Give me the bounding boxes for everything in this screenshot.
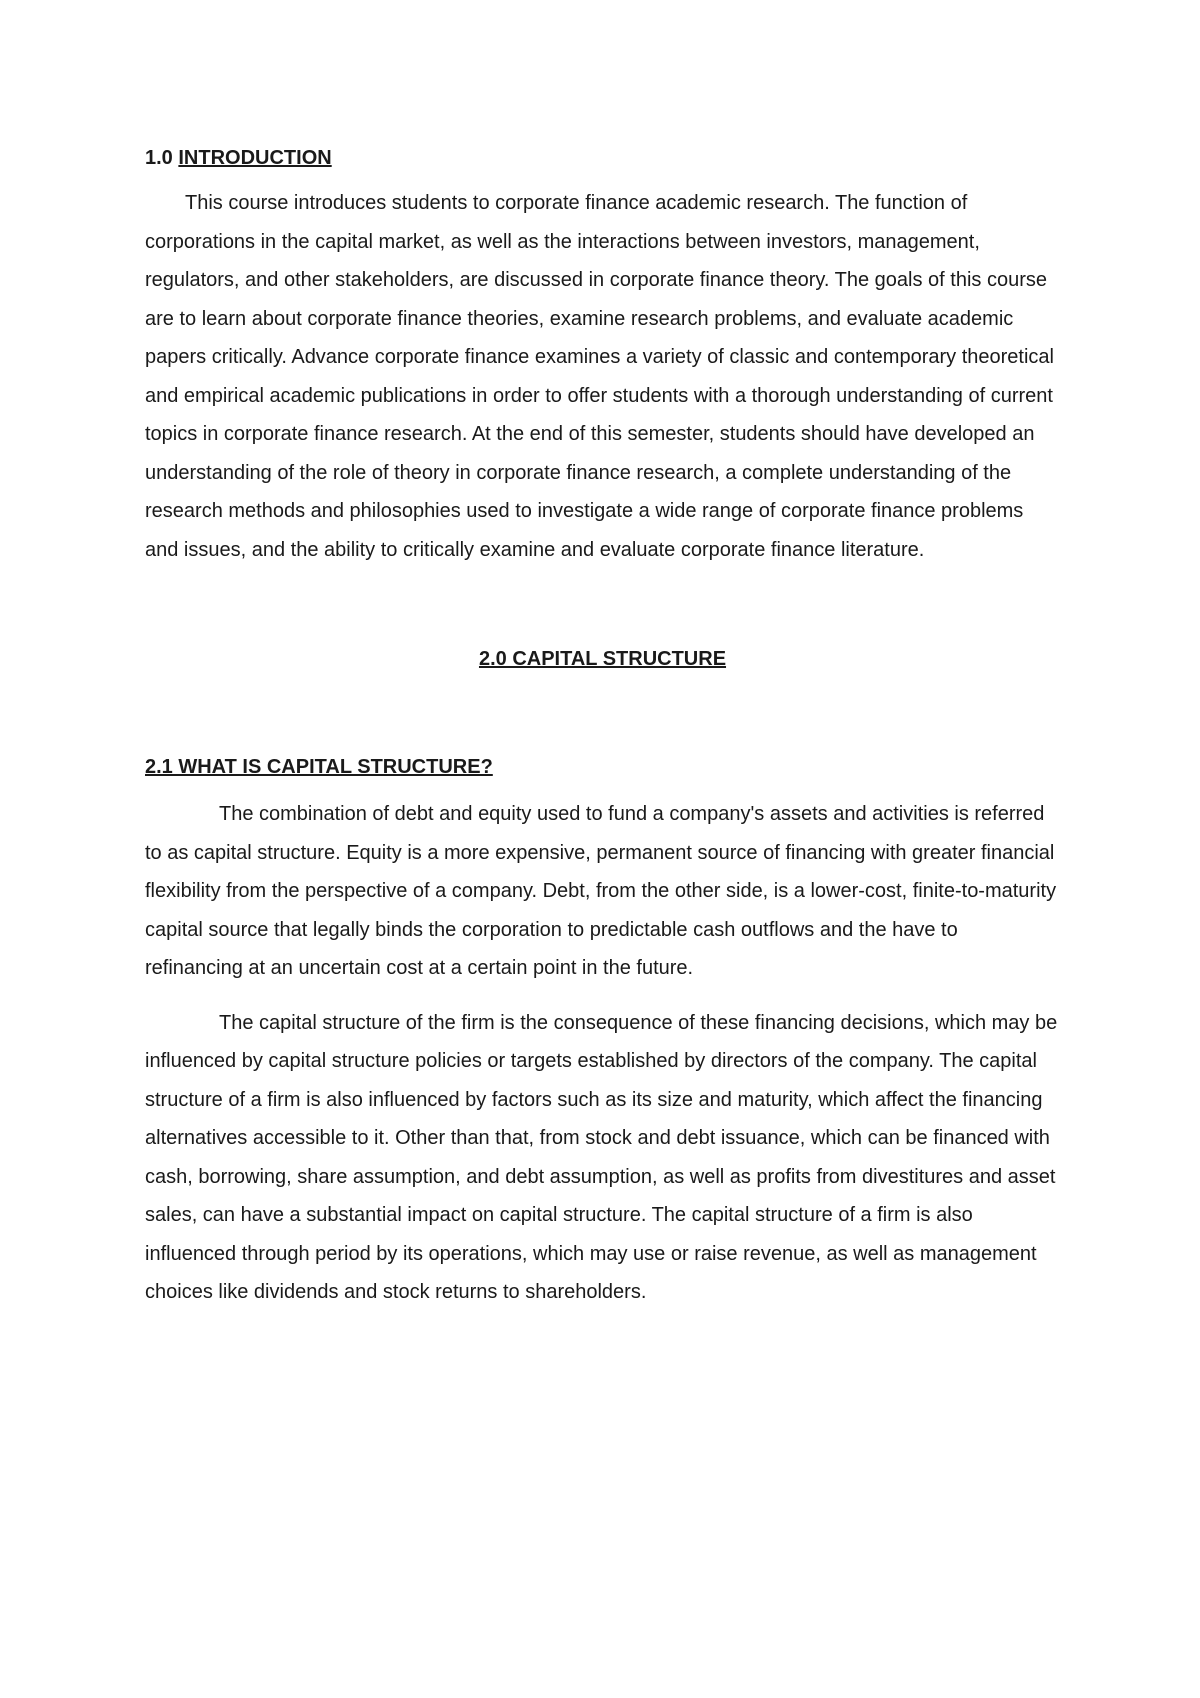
heading-introduction-number: 1.0 [145,147,173,169]
heading-introduction-title: INTRODUCTION [178,147,332,169]
heading-capital-structure: 2.0 CAPITAL STRUCTURE [478,648,727,670]
heading-what-is-capital-structure: 2.1 WHAT IS CAPITAL STRUCTURE? [145,756,493,778]
capital-structure-paragraph-2: The capital structure of the firm is the consequence of these financing decisions, which may be influenced by capital structure policies or targets established by directors of the company. The capital structure of a firm is also influenced by factors such as its size and maturity, which affect the financing alternatives accessible to it. Other than that, from stock and debt issuance, which can be financed with cash, borrowing, share assumption, and debt assumption, as well as profits from divestitures and asset sales, can have a substantial impact on capital structure. The capital structure of a firm is also influenced through period by its operations, which may use or raise revenue, as well as management choices like dividends and stock returns to shareholders. [145,1011,1058,1303]
document-content [145,146,1060,1312]
heading-introduction [145,146,1060,170]
introduction-paragraph: This course introduces students to corporate finance academic research. The function of corporations in the capital market, as well as the interactions between investors, management, regulators, and other stakeholders, are discussed in corporate finance theory. The goals of this course are to learn about corporate finance theories, examine research problems, and evaluate academic papers critically. Advance corporate finance examines a variety of classic and contemporary theoretical and empirical academic publications in order to offer students with a thorough understanding of current topics in corporate finance research. At the end of this semester, students should have developed an understanding of the role of theory in corporate finance research, a complete understanding of the research methods and philosophies used to investigate a wide range of corporate finance problems and issues, and the ability to critically examine and evaluate corporate finance literature. [145,192,1054,561]
capital-structure-paragraph-1: The combination of debt and equity used to fund a company's assets and activities is referred to as capital structure. Equity is a more expensive, permanent source of financing with greater financial flexibility from the perspective of a company. Debt, from the other side, is a lower-cost, finite-to-maturity capital source that legally binds the corporation to predictable cash outflows and the have to refinancing at an uncertain cost at a certain point in the future. [145,803,1057,979]
